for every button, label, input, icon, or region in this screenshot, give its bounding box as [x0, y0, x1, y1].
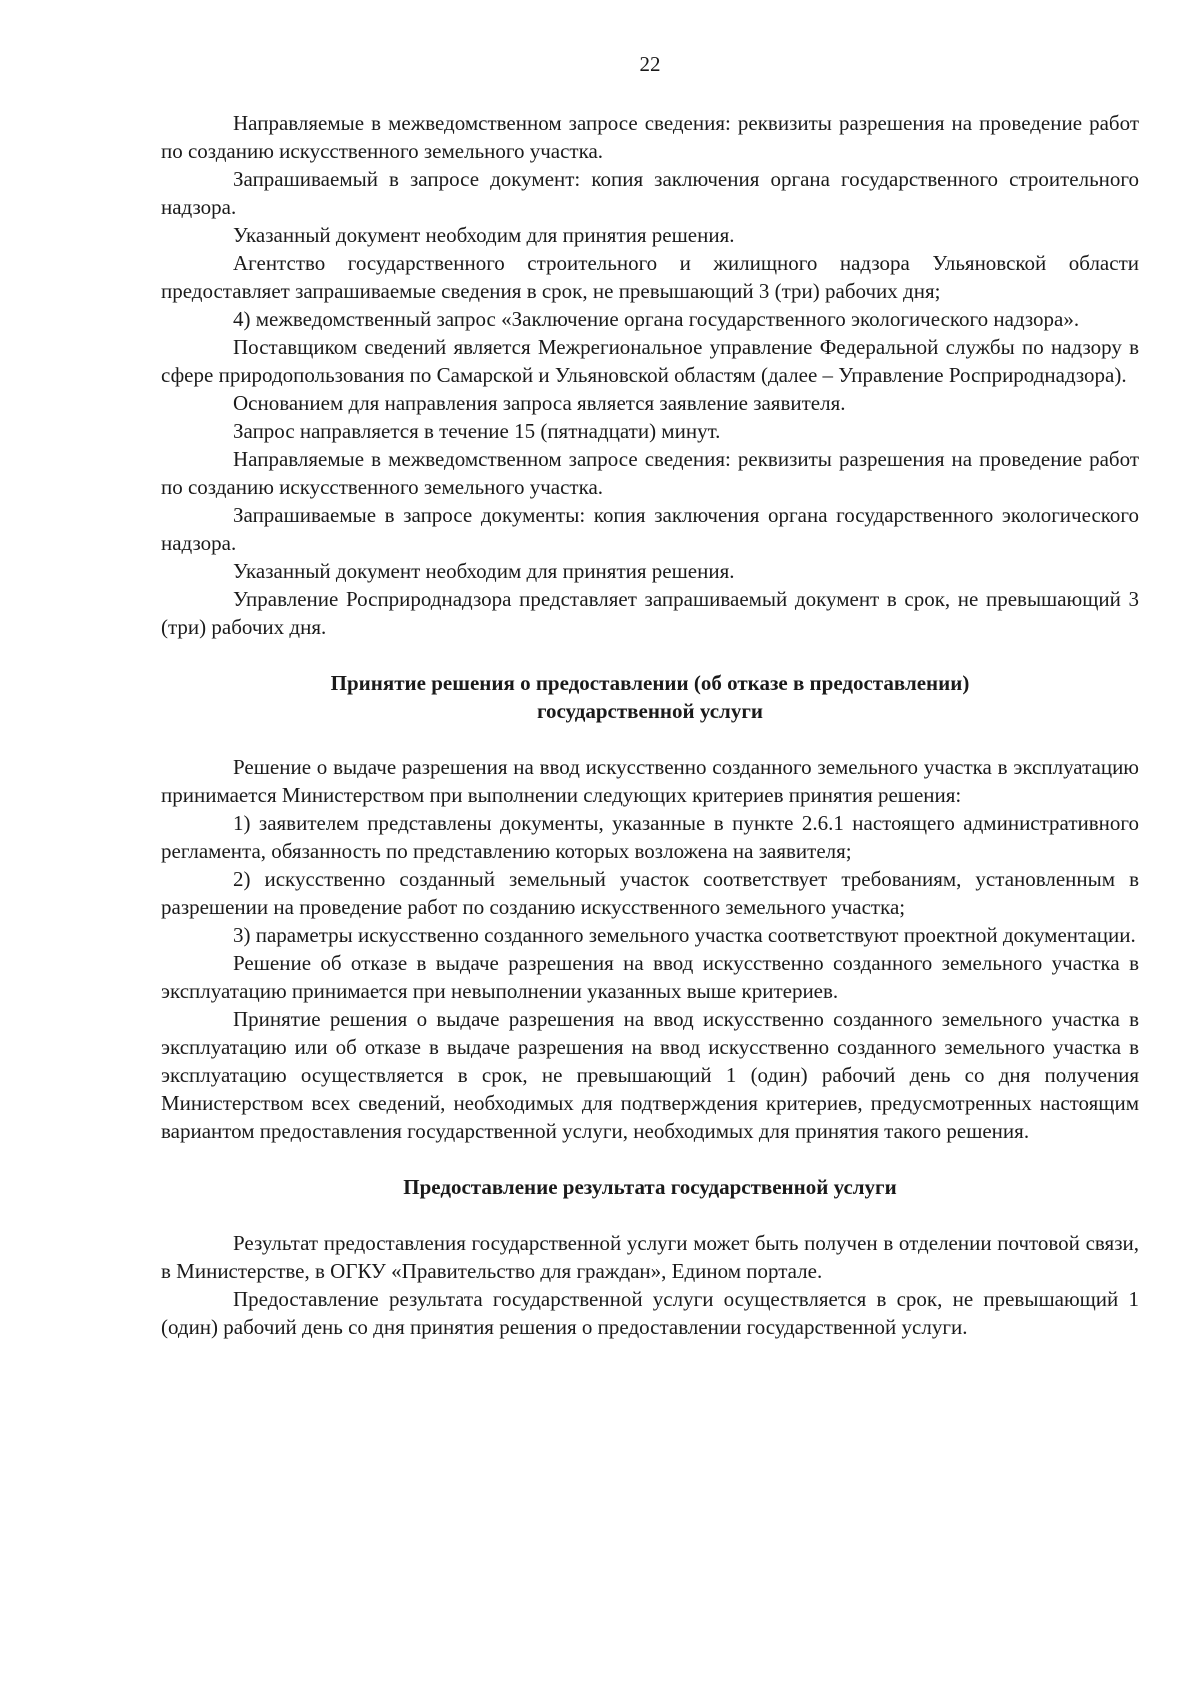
- document-body: [161, 109, 1139, 1341]
- paragraph: Запрашиваемые в запросе документы: копия заключения органа государственного экологического надзора.: [161, 503, 1139, 555]
- paragraph: Запрос направляется в течение 15 (пятнадцати) минут.: [233, 419, 721, 443]
- paragraph: Указанный документ необходим для принятия решения.: [233, 223, 735, 247]
- paragraph: 4) межведомственный запрос «Заключение органа государственного экологического надзора».: [233, 307, 1080, 331]
- paragraph: Решение о выдаче разрешения на ввод искусственно созданного земельного участка в эксплуатацию принимается Министерством при выполнении следующих критериев принятия решения:: [161, 755, 1139, 807]
- paragraph: Агентство государственного строительного и жилищного надзора Ульяновской области предоставляет запрашиваемые сведения в срок, не превышающий 3 (три) рабочих дня;: [161, 251, 1139, 303]
- paragraph: 2) искусственно созданный земельный участок соответствует требованиям, установленным в разрешении на проведение работ по созданию искусственного земельного участка;: [161, 867, 1139, 919]
- paragraph: Предоставление результата государственной услуги осуществляется в срок, не превышающий 1 (один) рабочий день со дня принятия решения о предоставлении государственной услуги.: [161, 1287, 1139, 1339]
- paragraph: 3) параметры искусственно созданного земельного участка соответствуют проектной документации.: [233, 923, 1136, 947]
- paragraph: Решение об отказе в выдаче разрешения на ввод искусственно созданного земельного участка в эксплуатацию принимается при невыполнении указанных выше критериев.: [161, 951, 1139, 1003]
- paragraph: Основанием для направления запроса является заявление заявителя.: [233, 391, 846, 415]
- page-number: 22: [639, 52, 661, 76]
- paragraph: Направляемые в межведомственном запросе сведения: реквизиты разрешения на проведение работ по созданию искусственного земельного участка.: [161, 447, 1139, 499]
- paragraph: 1) заявителем представлены документы, указанные в пункте 2.6.1 настоящего административного регламента, обязанность по представлению которых возложена на заявителя;: [161, 811, 1139, 863]
- paragraph: Запрашиваемый в запросе документ: копия заключения органа государственного строительного надзора.: [161, 167, 1139, 219]
- heading-line: государственной услуги: [537, 699, 763, 723]
- paragraph: Управление Росприроднадзора представляет запрашиваемый документ в срок, не превышающий 3 (три) рабочих дня.: [161, 587, 1139, 639]
- heading-line: Принятие решения о предоставлении (об отказе в предоставлении): [330, 671, 970, 695]
- paragraph: Поставщиком сведений является Межрегиональное управление Федеральной службы по надзору в сфере природопользования по Самарской и Ульяновской областям (далее – Управление Росприроднадзора).: [161, 335, 1139, 387]
- section-heading-result: Предоставление результата государственной услуги: [403, 1175, 897, 1199]
- paragraph: Результат предоставления государственной услуги может быть получен в отделении почтовой связи, в Министерстве, в ОГКУ «Правительство для граждан», Едином портале.: [161, 1231, 1139, 1283]
- paragraph: Принятие решения о выдаче разрешения на ввод искусственно созданного земельного участка в эксплуатацию или об отказе в выдаче разрешения на ввод искусственно созданного земельного участка в эксплуатацию осуществляется в срок, не превышающий 1 (один) рабочий день со дня получения Министерством всех сведений, необходимых для подтверждения критериев, предусмотренных настоящим вариантом предоставления государственной услуги, необходимых для принятия такого решения.: [161, 1007, 1139, 1143]
- paragraph: Указанный документ необходим для принятия решения.: [233, 559, 735, 583]
- paragraph: Направляемые в межведомственном запросе сведения: реквизиты разрешения на проведение работ по созданию искусственного земельного участка.: [161, 111, 1139, 163]
- section-heading-decision: [161, 669, 1139, 725]
